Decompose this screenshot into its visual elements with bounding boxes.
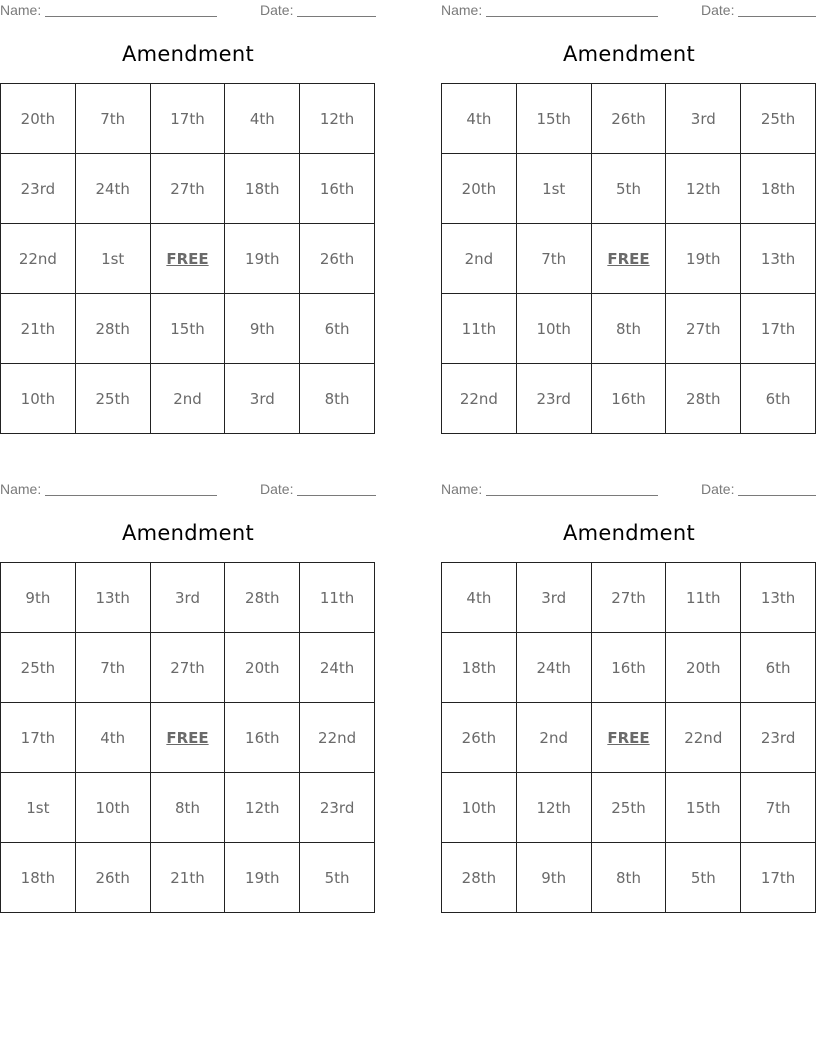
- bingo-cell: 1st: [1, 773, 76, 843]
- bingo-cell: 19th: [225, 843, 300, 913]
- name-label: Name:: [0, 2, 42, 18]
- bingo-cell: 23rd: [1, 154, 76, 224]
- bingo-cell: 20th: [666, 633, 741, 703]
- bingo-cell: 6th: [741, 633, 816, 703]
- bingo-cell: 9th: [1, 563, 76, 633]
- bingo-cell: 4th: [442, 84, 517, 154]
- bingo-cell: 26th: [592, 84, 667, 154]
- bingo-cell: 13th: [741, 563, 816, 633]
- bingo-cell: 25th: [741, 84, 816, 154]
- bingo-cell: 23rd: [300, 773, 375, 843]
- date-label: Date:: [260, 2, 294, 18]
- date-field-line[interactable]: [297, 16, 376, 17]
- bingo-cell: 21th: [151, 843, 226, 913]
- name-field-line[interactable]: [45, 495, 217, 496]
- name-label: Name:: [441, 2, 483, 18]
- bingo-cell: 10th: [76, 773, 151, 843]
- bingo-cell: 22nd: [300, 703, 375, 773]
- bingo-cell: 13th: [741, 224, 816, 294]
- bingo-cell: 2nd: [517, 703, 592, 773]
- bingo-cell: 12th: [517, 773, 592, 843]
- date-label: Date:: [701, 481, 735, 497]
- bingo-cell: 3rd: [225, 364, 300, 434]
- bingo-cell: 8th: [151, 773, 226, 843]
- date-label: Date:: [701, 2, 735, 18]
- bingo-cell: 12th: [300, 84, 375, 154]
- name-field-line[interactable]: [486, 16, 658, 17]
- free-space-cell: FREE: [151, 703, 226, 773]
- bingo-cell: 16th: [592, 364, 667, 434]
- bingo-cell: 9th: [225, 294, 300, 364]
- bingo-grid: [441, 562, 816, 913]
- bingo-cell: 23rd: [517, 364, 592, 434]
- bingo-cell: 7th: [76, 633, 151, 703]
- name-field-line[interactable]: [486, 495, 658, 496]
- bingo-cell: 3rd: [151, 563, 226, 633]
- bingo-cell: 27th: [592, 563, 667, 633]
- bingo-cell: 16th: [592, 633, 667, 703]
- bingo-cell: 24th: [517, 633, 592, 703]
- bingo-cell: 17th: [151, 84, 226, 154]
- date-label: Date:: [260, 481, 294, 497]
- bingo-cell: 9th: [517, 843, 592, 913]
- date-field-line[interactable]: [297, 495, 376, 496]
- card-title: Amendment: [562, 42, 695, 66]
- bingo-cell: 6th: [741, 364, 816, 434]
- bingo-cell: 8th: [300, 364, 375, 434]
- bingo-cell: 21th: [1, 294, 76, 364]
- bingo-cell: 12th: [666, 154, 741, 224]
- card-header: [0, 481, 376, 499]
- bingo-cell: 4th: [225, 84, 300, 154]
- bingo-cell: 10th: [517, 294, 592, 364]
- date-field-line[interactable]: [738, 495, 816, 496]
- bingo-cell: 28th: [442, 843, 517, 913]
- bingo-cell: 7th: [517, 224, 592, 294]
- name-label: Name:: [441, 481, 483, 497]
- bingo-cell: 20th: [225, 633, 300, 703]
- bingo-cell: 4th: [442, 563, 517, 633]
- bingo-cell: 5th: [300, 843, 375, 913]
- bingo-cell: 28th: [76, 294, 151, 364]
- bingo-cell: 25th: [76, 364, 151, 434]
- bingo-cell: 7th: [76, 84, 151, 154]
- bingo-cell: 1st: [517, 154, 592, 224]
- bingo-cell: 12th: [225, 773, 300, 843]
- bingo-cell: 1st: [76, 224, 151, 294]
- bingo-cell: 26th: [442, 703, 517, 773]
- bingo-cell: 11th: [666, 563, 741, 633]
- card-title: Amendment: [121, 42, 254, 66]
- bingo-cell: 10th: [442, 773, 517, 843]
- bingo-cell: 18th: [741, 154, 816, 224]
- card-title: Amendment: [562, 521, 695, 545]
- bingo-cell: 2nd: [151, 364, 226, 434]
- bingo-cell: 28th: [666, 364, 741, 434]
- bingo-cell: 23rd: [741, 703, 816, 773]
- bingo-cell: 17th: [741, 294, 816, 364]
- bingo-cell: 24th: [300, 633, 375, 703]
- name-field-line[interactable]: [45, 16, 217, 17]
- bingo-cell: 26th: [300, 224, 375, 294]
- bingo-cell: 16th: [225, 703, 300, 773]
- bingo-cell: 15th: [517, 84, 592, 154]
- free-space-cell: FREE: [151, 224, 226, 294]
- bingo-cell: 25th: [592, 773, 667, 843]
- bingo-cell: 3rd: [517, 563, 592, 633]
- bingo-cell: 11th: [442, 294, 517, 364]
- bingo-cell: 17th: [741, 843, 816, 913]
- bingo-cell: 3rd: [666, 84, 741, 154]
- bingo-cell: 8th: [592, 294, 667, 364]
- card-header: [441, 481, 816, 499]
- bingo-grid: [441, 83, 816, 434]
- bingo-cell: 5th: [666, 843, 741, 913]
- bingo-cell: 24th: [76, 154, 151, 224]
- bingo-cell: 13th: [76, 563, 151, 633]
- bingo-cell: 20th: [442, 154, 517, 224]
- bingo-cell: 10th: [1, 364, 76, 434]
- bingo-cell: 28th: [225, 563, 300, 633]
- free-space-cell: FREE: [592, 703, 667, 773]
- card-header: [441, 2, 816, 20]
- bingo-grid: [0, 562, 375, 913]
- card-title: Amendment: [121, 521, 254, 545]
- bingo-cell: 11th: [300, 563, 375, 633]
- bingo-cell: 2nd: [442, 224, 517, 294]
- bingo-cell: 8th: [592, 843, 667, 913]
- bingo-cell: 18th: [225, 154, 300, 224]
- card-header: [0, 2, 376, 20]
- date-field-line[interactable]: [738, 16, 816, 17]
- bingo-cell: 6th: [300, 294, 375, 364]
- bingo-cell: 19th: [225, 224, 300, 294]
- bingo-cell: 16th: [300, 154, 375, 224]
- bingo-grid: [0, 83, 375, 434]
- bingo-cell: 22nd: [442, 364, 517, 434]
- bingo-cell: 25th: [1, 633, 76, 703]
- bingo-cell: 18th: [442, 633, 517, 703]
- free-space-cell: FREE: [592, 224, 667, 294]
- bingo-cell: 4th: [76, 703, 151, 773]
- bingo-cell: 7th: [741, 773, 816, 843]
- bingo-cell: 17th: [1, 703, 76, 773]
- bingo-cell: 15th: [666, 773, 741, 843]
- bingo-cell: 22nd: [1, 224, 76, 294]
- bingo-cell: 19th: [666, 224, 741, 294]
- bingo-cell: 27th: [666, 294, 741, 364]
- bingo-cell: 5th: [592, 154, 667, 224]
- name-label: Name:: [0, 481, 42, 497]
- bingo-cell: 27th: [151, 154, 226, 224]
- bingo-cell: 22nd: [666, 703, 741, 773]
- bingo-cell: 27th: [151, 633, 226, 703]
- bingo-cell: 15th: [151, 294, 226, 364]
- bingo-cell: 18th: [1, 843, 76, 913]
- bingo-cell: 20th: [1, 84, 76, 154]
- bingo-cell: 26th: [76, 843, 151, 913]
